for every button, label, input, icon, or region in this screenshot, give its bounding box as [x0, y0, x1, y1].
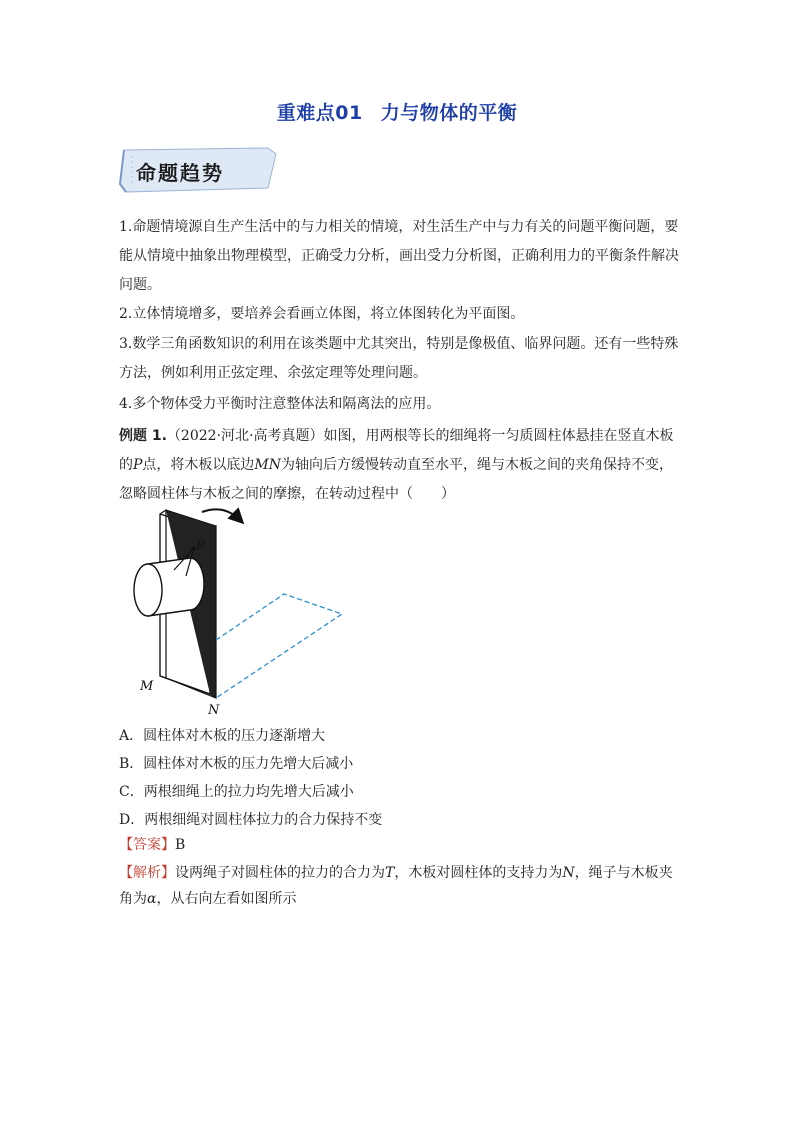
- banner-label: 命题趋势: [136, 161, 224, 185]
- rotation-arrow: [202, 509, 240, 520]
- board-cylinder-diagram: [116, 506, 356, 721]
- title-part-a: 重难点01: [276, 102, 363, 124]
- analysis-text-4: ，从右向左看如图所示: [156, 891, 297, 907]
- option-c: C．两根细绳上的拉力均先增大后减小: [119, 784, 354, 800]
- option-b: B．圆柱体对木板的压力先增大后减小: [119, 756, 354, 772]
- answer-tag: 【答案】: [119, 837, 175, 853]
- option-a: A．圆柱体对木板的压力逐渐增大: [119, 728, 326, 744]
- var-p: P: [133, 457, 143, 473]
- title-part-b: 力与物体的平衡: [380, 102, 518, 124]
- var-alpha: α: [147, 891, 157, 907]
- analysis-text-2: ，木板对圆柱体的支持力为: [394, 865, 563, 881]
- example-text-1: 如图，用两根等长的细绳将一匀质圆柱体悬挂在竖直木板的: [119, 428, 674, 473]
- answer-line: [119, 833, 185, 857]
- analysis-text-1: 设两绳子对圆柱体的拉力的合力为: [175, 865, 385, 881]
- example-label: 例题 1.: [119, 428, 167, 444]
- var-mn: MN: [254, 457, 282, 473]
- option-d: D．两根细绳对圆柱体拉力的合力保持不变: [119, 812, 383, 828]
- trend-2: 2.立体情境增多，要培养会看画立体图，将立体图转化为平面图。: [119, 306, 525, 322]
- analysis-paragraph: [119, 860, 679, 912]
- rotated-board-outline: [216, 594, 342, 698]
- var-t: T: [385, 865, 395, 881]
- analysis-text-3: ，绳子与木板夹角为: [119, 865, 673, 907]
- example-source: （2022·河北·高考真题）: [166, 428, 324, 444]
- answer-value: B: [175, 837, 186, 853]
- label-p: P: [196, 539, 205, 554]
- trend-4: 4.多个物体受力平衡时注意整体法和隔离法的应用。: [119, 396, 441, 412]
- var-n: N: [562, 865, 575, 881]
- example-question: [119, 422, 679, 509]
- example-text-3: 为轴向后方缓慢转动直至水平，绳与木板之间的夹角保持不变，忽略圆柱体与木板之间的摩擦，在转动过程中（ ）: [119, 457, 674, 502]
- trend-1: 1.命题情境源自生产生活中的与力相关的情境，对生活生产中与力有关的问题平衡问题，要能从情境中抽象出物理模型，正确受力分析，画出受力分析图，正确利用力的平衡条件解决问题。: [119, 219, 679, 293]
- analysis-tag: 【解析】: [119, 865, 175, 881]
- page-title: [0, 98, 794, 125]
- label-m: M: [140, 679, 154, 694]
- label-n: N: [208, 703, 220, 718]
- example-text-2: 点，将木板以底边: [142, 457, 255, 473]
- trend-3: 3.数学三角函数知识的利用在该类题中尤其突出，特别是像极值、临界问题。还有一些特殊方法，例如利用正弦定理、余弦定理等处理问题。: [119, 336, 679, 381]
